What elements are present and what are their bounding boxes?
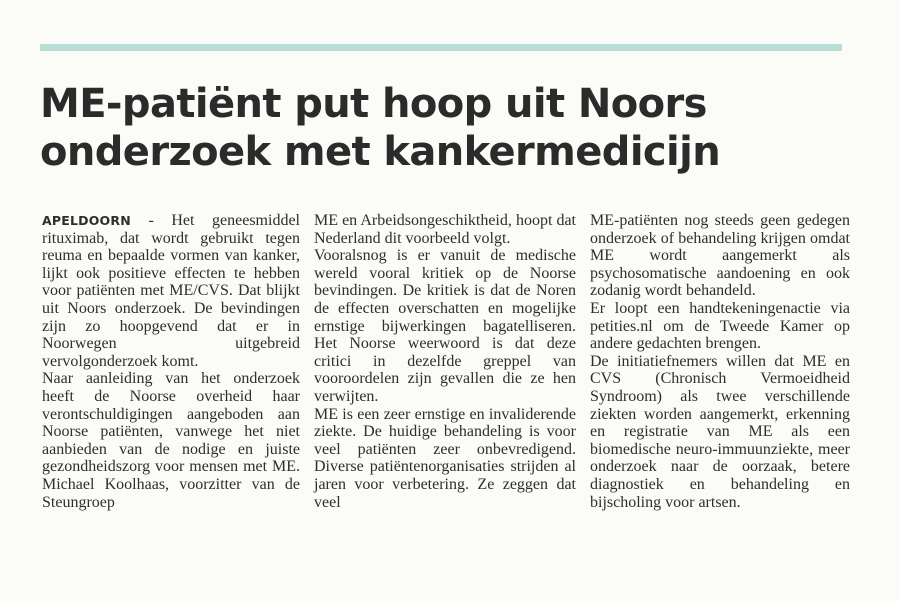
- headline-line-1: ME-patiënt put hoop uit Noors: [40, 81, 707, 127]
- article-column-3: [590, 212, 850, 511]
- headline: [40, 80, 870, 176]
- top-rule: [40, 44, 842, 51]
- paragraph: ME-patiënten nog steeds geen gedegen onderzoek of behandeling krijgen omdat ME wordt aangemerkt als psychosomatische aandoening en ook zodanig wordt behandeld.: [590, 212, 850, 300]
- article-column-2: [314, 212, 576, 511]
- dateline: APELDOORN: [42, 213, 131, 228]
- headline-line-2: onderzoek met kankermedicijn: [40, 129, 721, 175]
- paragraph: Er loopt een handtekeningenactie via petities.nl om de Tweede Kamer op andere gedachten brengen.: [590, 299, 850, 353]
- paragraph: Naar aanleiding van het onderzoek heeft de Noorse overheid haar verontschuldigingen aangeboden aan Noorse patiënten, vanwege het niet aanbieden van de nodige en juiste gezondheidszorg voor mensen met ME. Michael Koolhaas, voorzitter van de Steungroep: [42, 370, 300, 511]
- article-column-1: [42, 212, 300, 511]
- paragraph-text: - Het geneesmiddel rituximab, dat wordt gebruikt tegen reuma en bepaalde vormen van kanker, lijkt ook positieve effecten te hebben voor patiënten met ME/CVS. Dat blijkt uit Noors onderzoek. De bevindingen zijn zo hoopgevend dat er in Noorwegen uitgebreid vervolgonderzoek komt.: [42, 212, 300, 370]
- paragraph: ME is een zeer ernstige en invaliderende ziekte. De huidige behandeling is voor veel patiënten zeer onbevredigend. Diverse patiëntenorganisaties strijden al jaren voor verbetering. Ze zeggen dat veel: [314, 405, 576, 511]
- paragraph: [42, 212, 300, 370]
- paragraph: Vooralsnog is er vanuit de medische wereld vooral kritiek op de Noorse bevindingen. De kritiek is dat de Noren de effecten overschatten en mogelijke ernstige bijwerkingen bagatelliseren. Het Noorse weerwoord is dat deze critici in dezelfde greppel van vooroordelen zijn gevallen die ze hen verwijten.: [314, 247, 576, 405]
- paragraph: De initiatiefnemers willen dat ME en CVS (Chronisch Vermoeidheid Syndroom) als twee verschillende ziekten worden aangemerkt, erkenning en registratie van ME als een biomedische neuro-immuunziekte, meer onderzoek naar de oorzaak, betere diagnostiek en behandeling en bijscholing voor artsen.: [590, 352, 850, 511]
- paragraph: ME en Arbeidsongeschiktheid, hoopt dat Nederland dit voorbeeld volgt.: [314, 212, 576, 247]
